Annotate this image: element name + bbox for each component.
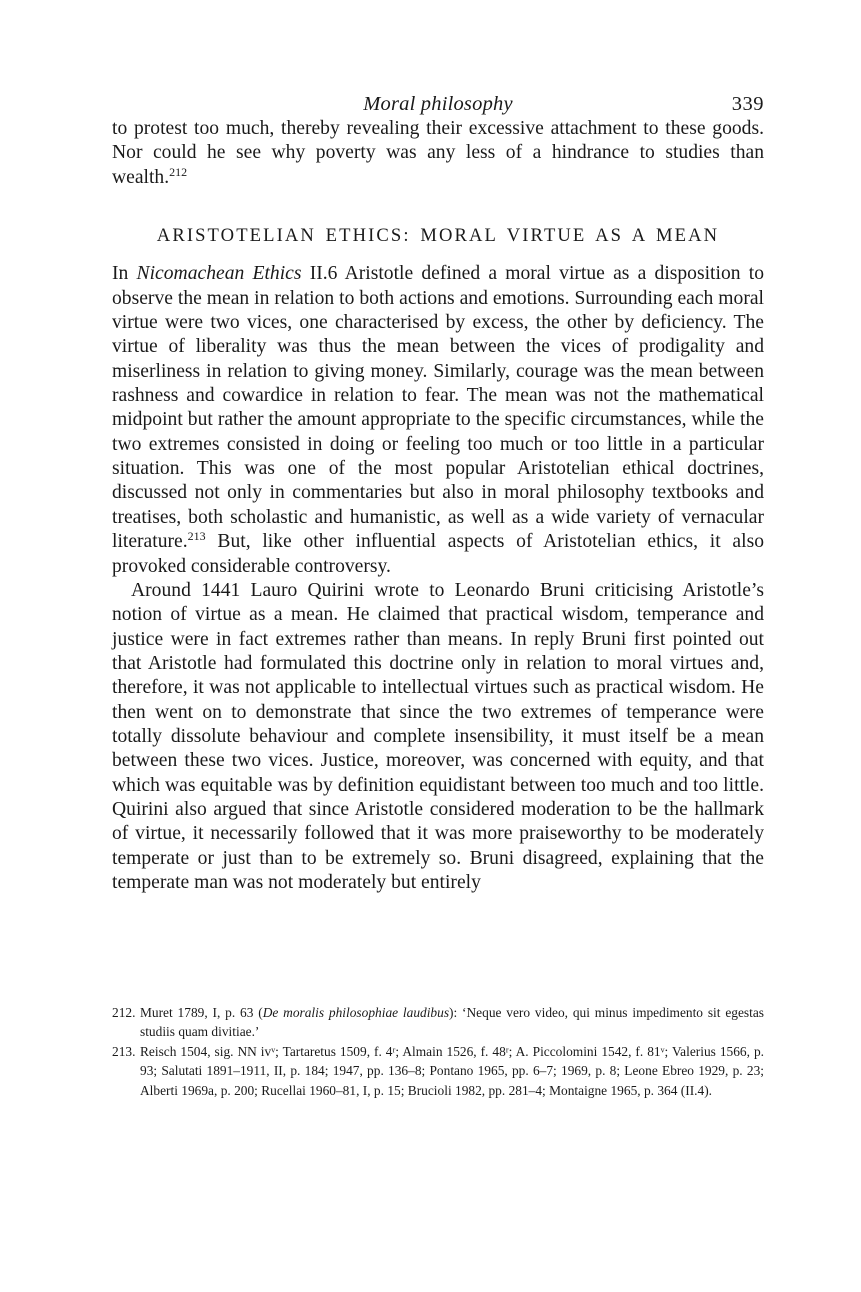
paragraph (112, 262, 764, 578)
paragraph (112, 117, 764, 190)
work-title: Nicomachean Ethics (136, 263, 302, 285)
footnote-number: 213. (112, 1043, 136, 1059)
footnote-text: Muret 1789, I, p. 63 ( (140, 1005, 263, 1020)
paragraph-text: But, like other influential aspects of Aristotelian ethics, it also provoked considerable controversy. (112, 531, 764, 577)
footnote-number: 212. (112, 1005, 136, 1020)
main-text (112, 117, 764, 895)
footnote-ref-213: 213 (187, 529, 206, 544)
footnote-text: Reisch 1504, sig. NN ivᵛ; Tartaretus 1509, f. 4ʳ; Almain 1526, f. 48ʳ; A. Piccolomini 1542, f. 81ᵛ; Valerius 1566, p. 93; Salutati 1891–1911, II, p. 184; 1947, pp. 136–8; Pontano 1965, pp. 6–7; 1969, p. 8; Leone Ebreo 1929, p. 23; Alberti 1969a, p. 200; Rucellai 1960–81, I, p. 15; Brucioli 1982, pp. 281–4; Montaigne 1965, p. 364 (II.4). (140, 1043, 764, 1098)
book-reference: II.6 (301, 263, 338, 285)
running-head-title: Moral philosophy (363, 93, 513, 115)
footnote-ref-212: 212 (169, 164, 188, 179)
footnote-213 (112, 1042, 764, 1100)
paragraph-text: In (112, 263, 137, 285)
section-heading: ARISTOTELIAN ETHICS: MORAL VIRTUE AS A MEAN (156, 225, 720, 247)
paragraph-text: to protest too much, thereby revealing their excessive attachment to these goods. Nor could he see why poverty was any less of a hindrance to studies than wealth. (112, 118, 764, 188)
paragraph: Around 1441 Lauro Quirini wrote to Leonardo Bruni criticising Aristotle’s notion of virtue as a mean. He claimed that practical wisdom, temperance and justice were in fact extremes rather than means. In reply Bruni first pointed out that Aristotle had formulated this doctrine only in relation to moral virtues and, therefore, it was not applicable to intellectual virtues such as practical wisdom. He then went on to demonstrate that since the two extremes of temperance were totally dissolute behaviour and complete insensibility, it must itself be a mean between these two vices. Justice, moreover, was concerned with equity, and that which was equitable was by definition equidistant between too much and too little. Quirini also argued that since Aristotle considered moderation to be the hallmark of virtue, it necessarily followed that it was more praiseworthy to be moderately temperate or just than to be extremely so. Bruni disagreed, explaining that the temperate man was not moderately but entirely (112, 579, 764, 893)
page-number: 339 (731, 93, 764, 115)
footnote-text: ): ‘Neque vero video, qui minus impedimento sit egestas studiis quam divitiae.’ (140, 1005, 764, 1040)
paragraph-text: Aristotle defined a moral virtue as a disposition to observe the mean in relation to both actions and emotions. Surrounding each moral virtue were two vices, one characterised by excess, the other by deficiency. The virtue of liberality was thus the mean between the vices of prodigality and miserliness in relation to giving money. Similarly, courage was the mean between rashness and cowardice in relation to fear. The mean was not the mathematical midpoint but rather the amount appropriate to the specific circumstances, while the two extremes consisted in doing or feeling too much or too little in a particular situation. This was one of the most popular Aristotelian ethical doctrines, discussed not only in commentaries but also in moral philosophy textbooks and treatises, both scholastic and humanistic, as well as a wide variety of vernacular literature. (112, 263, 764, 553)
footnote-work-title: De moralis philosophiae laudibus (262, 1005, 450, 1020)
footnote-212 (112, 1003, 764, 1042)
footnotes (112, 1003, 764, 1100)
